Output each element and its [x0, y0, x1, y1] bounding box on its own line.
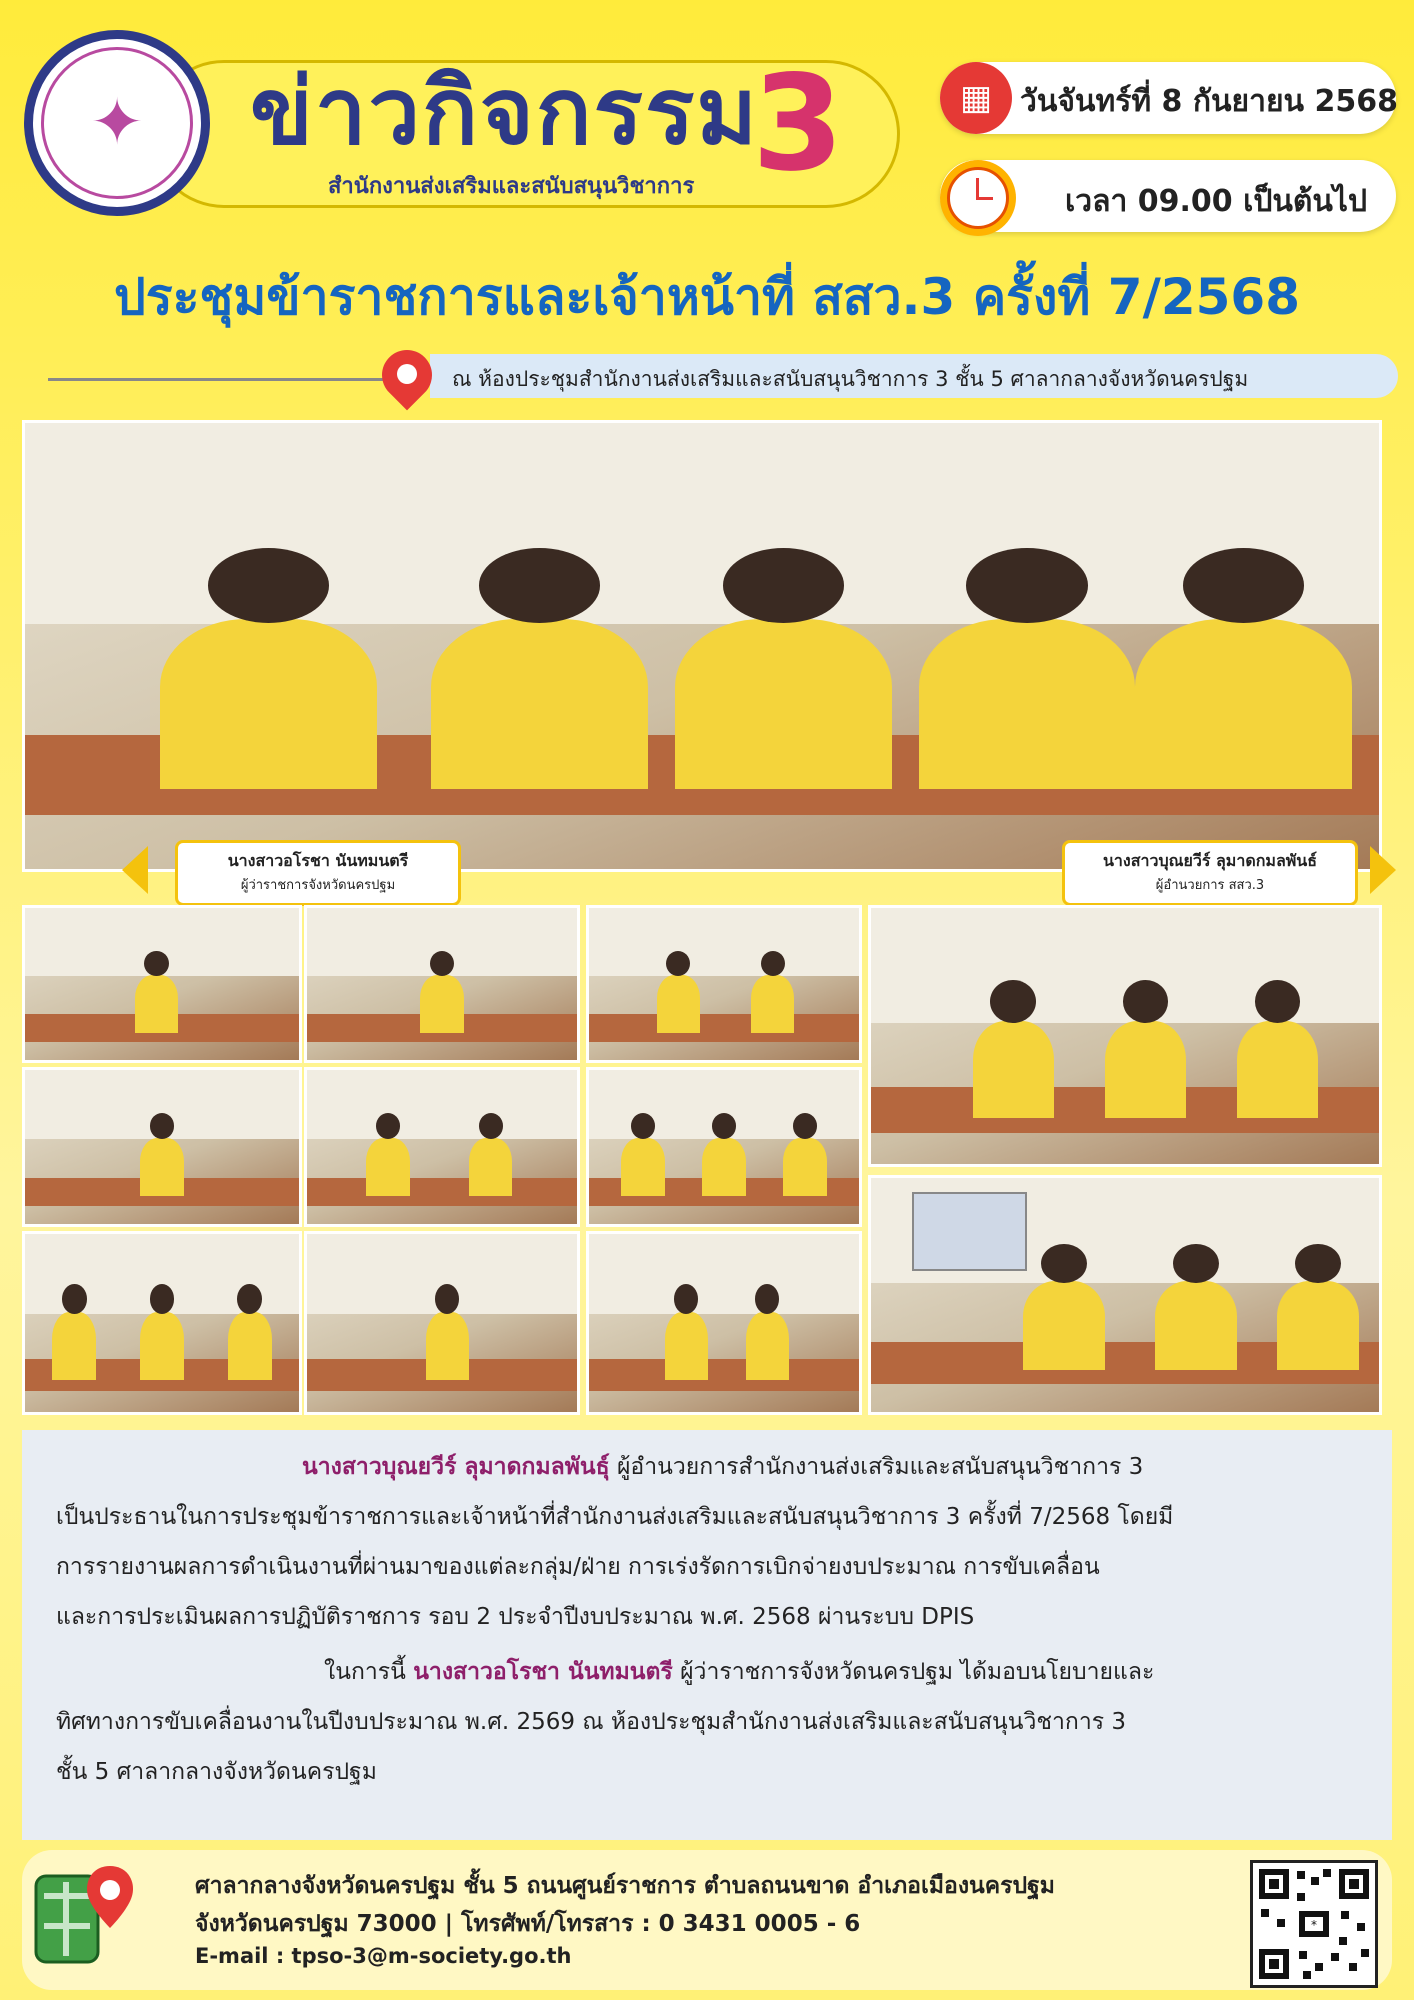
- qr-code[interactable]: [1250, 1860, 1378, 1988]
- emblem-icon: ✦: [41, 47, 193, 199]
- gallery-photo: [586, 1231, 862, 1415]
- location-text: ณ ห้องประชุมสำนักงานส่งเสริมและสนับสนุนวิชาการ 3 ชั้น 5 ศาลากลางจังหวัดนครปฐม: [452, 367, 1249, 391]
- main-meeting-photo: [22, 420, 1382, 872]
- header-subtitle: สำนักงานส่งเสริมและสนับสนุนวิชาการ: [328, 174, 695, 199]
- clock-icon: [940, 160, 1016, 236]
- svg-text:*: *: [1311, 1918, 1317, 1932]
- caption-name: นางสาวอโรชา นันทมนตรี: [227, 851, 409, 870]
- caption-director: [1062, 840, 1358, 906]
- gallery-photo: [304, 1231, 580, 1415]
- gallery-photo: [586, 1067, 862, 1227]
- paragraph-1-line-4: และการประเมินผลการปฏิบัติราชการ รอบ 2 ประจำปีงบประมาณ พ.ศ. 2568 ผ่านระบบ DPIS: [56, 1604, 975, 1630]
- map-icon: [30, 1856, 140, 1976]
- caption-name: นางสาวบุณยวีร์ ลุมาดกมลพันธ์: [1102, 851, 1317, 870]
- location-pin-dot: [397, 364, 417, 384]
- agency-logo: [24, 30, 210, 216]
- gallery-photo: [22, 1067, 302, 1227]
- paragraph-text: ในการนี้: [324, 1659, 406, 1685]
- governor-name: นางสาวอโรชา นันทมนตรี: [413, 1659, 673, 1685]
- paragraph-2-line-3: ชั้น 5 ศาลากลางจังหวัดนครปฐม: [56, 1759, 377, 1785]
- caption-left-chevron: [122, 846, 148, 894]
- director-name: นางสาวบุณยวีร์ ลุมาดกมลพันธุ์: [302, 1454, 610, 1480]
- event-date: วันจันทร์ที่ 8 กันยายน 2568: [1020, 84, 1398, 119]
- paragraph-1-line-2: เป็นประธานในการประชุมข้าราชการและเจ้าหน้าที่สำนักงานส่งเสริมและสนับสนุนวิชาการ 3 ครั้งที่ 7/2568 โดยมี: [56, 1504, 1174, 1530]
- paragraph-text: ผู้อำนวยการสำนักงานส่งเสริมและสนับสนุนวิชาการ 3: [616, 1454, 1144, 1480]
- paragraph-1-line-1: [56, 1442, 1356, 1492]
- divider: [48, 378, 388, 381]
- caption-role: ผู้ว่าราชการจังหวัดนครปฐม: [240, 878, 396, 893]
- page-title: ประชุมข้าราชการและเจ้าหน้าที่ สสว.3 ครั้งที่ 7/2568: [113, 268, 1301, 326]
- header-title: ข่าวกิจกรรม: [250, 58, 759, 165]
- gallery-photo: [22, 905, 302, 1063]
- gallery-photo-large: [868, 905, 1382, 1167]
- calendar-icon: ▦: [940, 62, 1012, 134]
- footer-address: ศาลากลางจังหวัดนครปฐม ชั้น 5 ถนนศูนย์ราชการ ตำบลถนนขาด อำเภอเมืองนครปฐม: [195, 1873, 1055, 1899]
- event-time: เวลา 09.00 เป็นต้นไป: [1065, 184, 1368, 219]
- gallery-photo: [304, 905, 580, 1063]
- footer-email[interactable]: E-mail : tpso-3@m-society.go.th: [195, 1944, 572, 1968]
- paragraph-1-line-3: การรายงานผลการดำเนินงานที่ผ่านมาของแต่ละกลุ่ม/ฝ่าย การเร่งรัดการเบิกจ่ายงบประมาณ การขับเคลื่อน: [56, 1554, 1100, 1580]
- gallery-photo: [586, 905, 862, 1063]
- paragraph-2-line-2: ทิศทางการขับเคลื่อนงานในปีงบประมาณ พ.ศ. 2569 ณ ห้องประชุมสำนักงานส่งเสริมและสนับสนุนวิชาการ 3: [56, 1709, 1127, 1735]
- caption-right-chevron: [1370, 846, 1396, 894]
- gallery-photo: [22, 1231, 302, 1415]
- footer-contact: จังหวัดนครปฐม 73000 | โทรศัพท์/โทรสาร : 0 3431 0005 - 6: [195, 1911, 861, 1937]
- caption-governor: [175, 840, 461, 906]
- caption-role: ผู้อำนวยการ สสว.3: [1155, 878, 1265, 893]
- header-number: 3: [752, 47, 844, 201]
- paragraph-text: ผู้ว่าราชการจังหวัดนครปฐม ได้มอบนโยบายและ: [680, 1659, 1155, 1685]
- gallery-photo-large: [868, 1175, 1382, 1415]
- paragraph-2-line-1: [56, 1647, 1356, 1697]
- gallery-photo: [304, 1067, 580, 1227]
